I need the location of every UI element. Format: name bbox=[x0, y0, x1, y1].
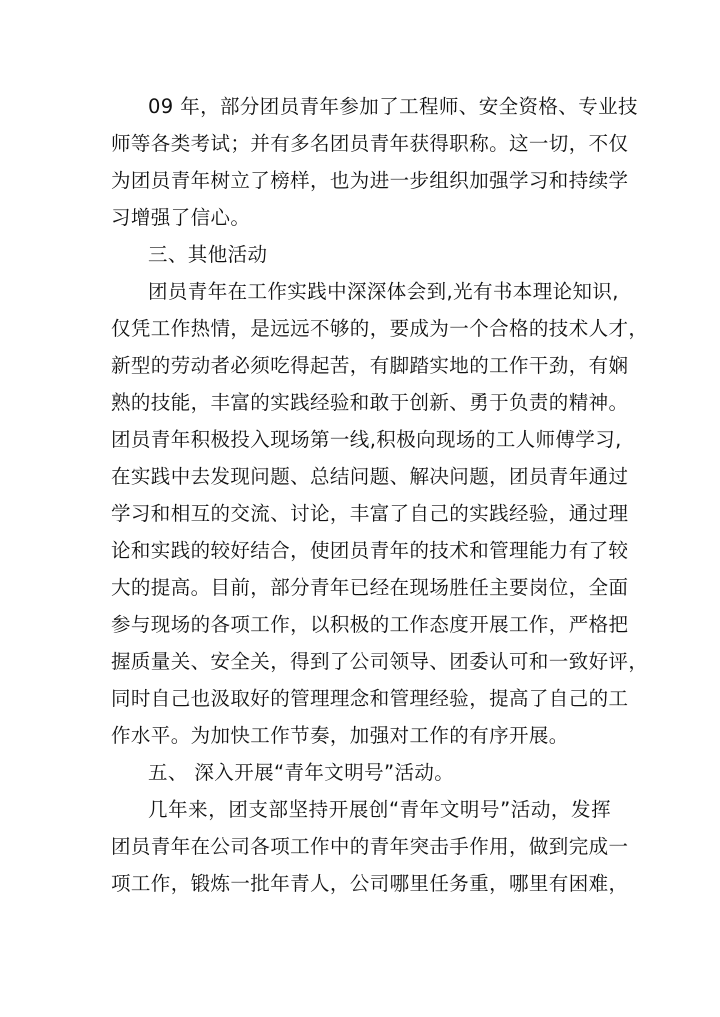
paragraph-line: 几年来，团支部坚持开展创“青年文明号”活动，发挥 bbox=[148, 798, 611, 821]
paragraph-line: 同时自己也汲取好的管理理念和管理经验，提高了自己的工 bbox=[111, 687, 629, 710]
paragraph-line: 为团员青年树立了榜样，也为进一步组织加强学习和持续学 bbox=[111, 169, 629, 192]
paragraph-line: 09 年，部分团员青年参加了工程师、安全资格、专业技 bbox=[148, 95, 638, 118]
paragraph-line: 项工作，锻炼一批年青人，公司哪里任务重，哪里有困难， bbox=[111, 872, 629, 895]
paragraph-line: 仅凭工作热情，是远远不够的，要成为一个合格的技术人才， bbox=[111, 317, 649, 340]
paragraph-line: 学习和相互的交流、讨论，丰富了自己的实践经验，通过理 bbox=[111, 502, 629, 525]
paragraph-line: 团员青年在公司各项工作中的青年突击手作用，做到完成一 bbox=[111, 835, 629, 858]
section-heading: 三、其他活动 bbox=[148, 243, 268, 266]
section-heading: 五、 深入开展“青年文明号”活动。 bbox=[148, 761, 455, 784]
paragraph-line: 大的提高。目前，部分青年已经在现场胜任主要岗位，全面 bbox=[111, 576, 629, 599]
paragraph-line: 团员青年在工作实践中深深体会到,光有书本理论知识, bbox=[148, 280, 619, 303]
paragraph-line: 新型的劳动者必须吃得起苦，有脚踏实地的工作干劲，有娴 bbox=[111, 354, 629, 377]
paragraph-line: 熟的技能，丰富的实践经验和敢于创新、勇于负责的精神。 bbox=[111, 391, 629, 414]
paragraph-line: 团员青年积极投入现场第一线,积极向现场的工人师傅学习, bbox=[111, 428, 622, 451]
paragraph-line: 握质量关、安全关，得到了公司领导、团委认可和一致好评， bbox=[111, 650, 649, 673]
paragraph-line: 习增强了信心。 bbox=[111, 206, 251, 229]
paragraph-line: 在实践中去发现问题、总结问题、解决问题，团员青年通过 bbox=[111, 465, 629, 488]
paragraph-line: 师等各类考试；并有多名团员青年获得职称。这一切，不仅 bbox=[111, 132, 629, 155]
paragraph-line: 论和实践的较好结合，使团员青年的技术和管理能力有了较 bbox=[111, 539, 629, 562]
paragraph-line: 作水平。为加快工作节奏，加强对工作的有序开展。 bbox=[111, 724, 569, 747]
paragraph-line: 参与现场的各项工作，以积极的工作态度开展工作，严格把 bbox=[111, 613, 629, 636]
